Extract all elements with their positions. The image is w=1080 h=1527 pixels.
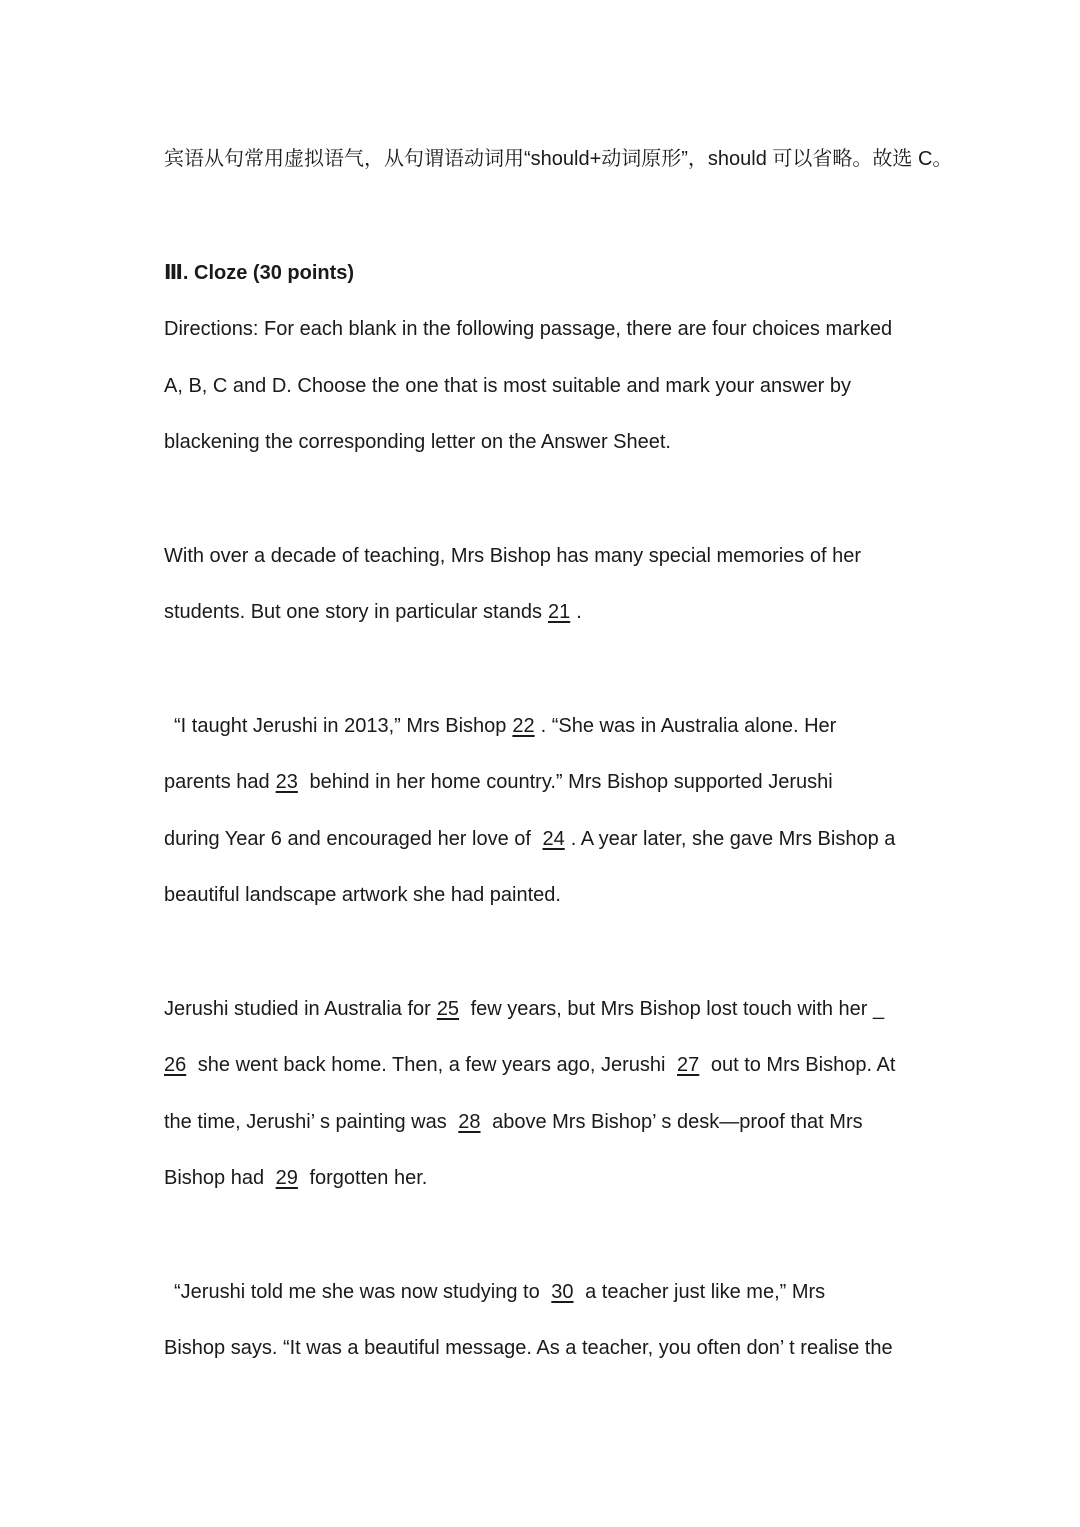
- line-text: 宾语从句常用虚拟语气，从句谓语动词用“should+动词原形”，should 可以省略。故选 C。: [164, 148, 953, 170]
- passage-line: [174, 1278, 934, 1306]
- passage-line: [164, 1164, 924, 1192]
- line-text: With over a decade of teaching, Mrs Bishop has many special memories of her: [164, 545, 861, 567]
- line-text: Directions: For each blank in the following passage, there are four choices marked: [164, 318, 893, 340]
- directions-line: [164, 372, 924, 400]
- heading-text: Ⅲ. Cloze (30 points): [164, 262, 355, 284]
- passage-line: [164, 542, 924, 570]
- line-text: the time, Jerushi’ s painting was: [164, 1111, 453, 1133]
- passage-line: [164, 881, 924, 909]
- line-text: blackening the corresponding letter on the Answer Sheet.: [164, 431, 671, 453]
- directions-line: [164, 315, 924, 343]
- passage-line: [164, 598, 924, 626]
- blank-27: 27: [677, 1054, 700, 1076]
- line-text: above Mrs Bishop’ s desk—proof that Mrs: [486, 1111, 863, 1133]
- line-text: Bishop had: [164, 1167, 270, 1189]
- line-text: “I taught Jerushi in 2013,” Mrs Bishop: [174, 715, 507, 737]
- blank-30: 30: [551, 1281, 574, 1303]
- passage-line: [164, 1108, 924, 1136]
- line-text: forgotten her.: [303, 1167, 428, 1189]
- passage-line: [174, 712, 934, 740]
- passage-line: [164, 825, 924, 853]
- passage-line: [164, 1334, 924, 1362]
- blank-28: 28: [458, 1111, 481, 1133]
- line-text: beautiful landscape artwork she had painted.: [164, 884, 561, 906]
- line-text: . A year later, she gave Mrs Bishop a: [570, 828, 896, 850]
- blank-29: 29: [275, 1167, 298, 1189]
- passage-line: [164, 995, 924, 1023]
- blank-24: 24: [542, 828, 565, 850]
- line-text: she went back home. Then, a few years ago, Jerushi: [192, 1054, 672, 1076]
- blank-26: 26: [164, 1054, 187, 1076]
- section-heading: [164, 259, 924, 287]
- passage-line: [164, 768, 924, 796]
- line-text: few years, but Mrs Bishop lost touch with her _: [465, 998, 885, 1020]
- line-text: Jerushi studied in Australia for: [164, 998, 431, 1020]
- passage-line: [164, 1051, 924, 1079]
- line-text: out to Mrs Bishop. At: [705, 1054, 896, 1076]
- line-text: students. But one story in particular stands: [164, 601, 542, 623]
- blank-23: 23: [275, 771, 298, 793]
- line-text: Bishop says. “It was a beautiful message. As a teacher, you often don’ t realise the: [164, 1337, 893, 1359]
- explanation-line: [164, 145, 953, 173]
- line-text: behind in her home country.” Mrs Bishop supported Jerushi: [303, 771, 833, 793]
- directions-line: [164, 428, 924, 456]
- blank-22: 22: [512, 715, 535, 737]
- line-text: a teacher just like me,” Mrs: [579, 1281, 826, 1303]
- line-text: A, B, C and D. Choose the one that is most suitable and mark your answer by: [164, 375, 852, 397]
- line-text: during Year 6 and encouraged her love of: [164, 828, 537, 850]
- blank-25: 25: [436, 998, 460, 1020]
- blank-21: 21: [547, 601, 571, 623]
- line-text: “Jerushi told me she was now studying to: [174, 1281, 546, 1303]
- line-text: parents had: [164, 771, 270, 793]
- line-text: .: [576, 601, 582, 623]
- line-text: . “She was in Australia alone. Her: [540, 715, 837, 737]
